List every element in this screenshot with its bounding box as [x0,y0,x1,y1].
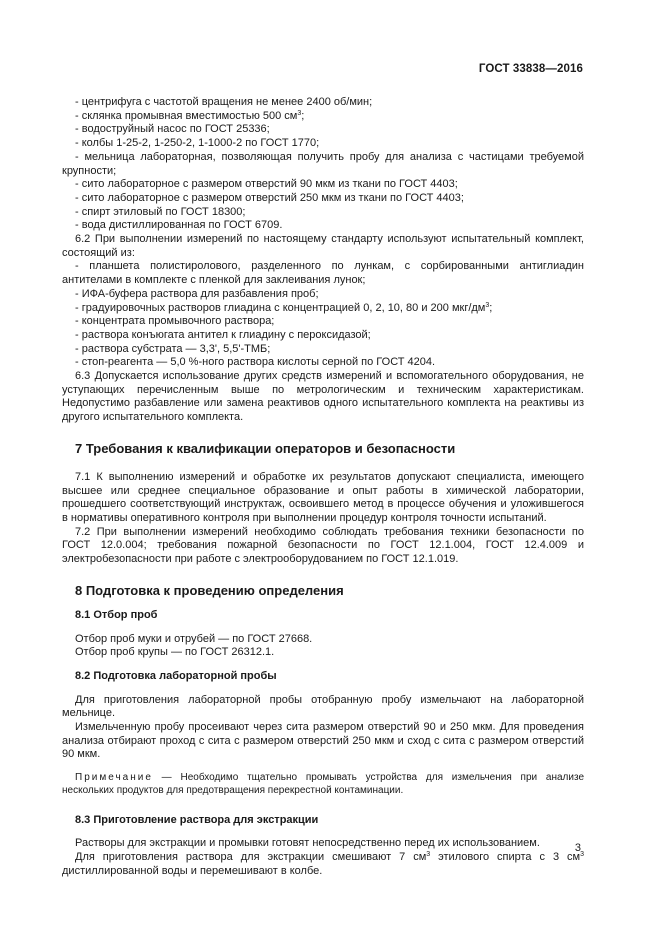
list-item-sieve-90: - сито лабораторное с размером отверстий 90 мкм из ткани по ГОСТ 4403; [75,178,458,191]
list-item-flasks: - колбы 1-25-2, 1-250-2, 1-1000-2 по ГОСТ 1770; [75,137,320,150]
paragraph-7-2: 7.2 При выполнении измерений необходимо соблюдать требования техники безопасности по ГОСТ 12.0.004; требования пожарной безопасности по ГОСТ 12.1.004, ГОСТ 12.4.009 и электробезопасности при работе с электрооборудованием по ГОСТ 12.1.019. [62,525,584,566]
subsection-8-2-heading: 8.2 Подготовка лабораторной пробы [75,669,277,682]
section-7-heading: 7 Требования к квалификации операторов и безопасности [75,440,456,456]
subsection-8-1-heading: 8.1 Отбор проб [75,608,158,621]
list-item-stop-reagent: - стоп-реагента — 5,0 %-ного раствора кислоты серной по ГОСТ 4204. [75,356,436,369]
paragraph-text: этилового спирта с 3 см [430,851,581,864]
section-8-heading: 8 Подготовка к проведению определения [75,582,344,598]
superscript: 3 [485,301,490,309]
list-item-centrifuge: - центрифуга с частотой вращения не менее 2400 об/мин; [75,96,373,108]
list-item-substrate: - раствора субстрата — 3,3', 5,5'-ТМБ; [75,342,271,355]
paragraph-8-3-solutions: Растворы для экстракции и промывки готовят непосредственно перед их использованием. [75,837,540,850]
list-item-pump: - водоструйный насос по ГОСТ 25336; [75,123,270,136]
paragraph-8-3-extraction [62,851,584,878]
list-item-calibration [62,302,584,316]
list-item-ethanol: - спирт этиловый по ГОСТ 18300; [75,205,246,218]
paragraph-text: дистиллированной воды и перемешивают в колбе. [62,864,323,877]
list-item-sieve-250: - сито лабораторное с размером отверстий 250 мкм из ткани по ГОСТ 4403; [75,191,464,204]
paragraph-6-2: 6.2 При выполнении измерений по настоящему стандарту используют испытательный комплект, состоящий из: [62,233,584,259]
list-item-wash-flask [62,110,584,124]
superscript: 3 [580,851,584,859]
paragraph-6-3: 6.3 Допускается использование других средств измерений и вспомогательного оборудования, не уступающих перечисленным выше по метрологическим и техническим характеристикам. Недопустимо разбавление или замена реактивов одного испытательного комплекта на реактивы из другого испытательного комплекта. [62,370,584,424]
list-item-text: ; [301,109,305,122]
list-item-mill: - мельница лабораторная, позволяющая получить пробу для анализа с частицами требуемой крупности; [62,150,584,177]
superscript: 3 [297,109,302,117]
list-item-wash-concentrate: - концентрата промывочного раствора; [75,315,275,328]
paragraph-7-1: 7.1 К выполнению измерений и обработке их результатов допускают специалиста, имеющего высшее или среднее специальное образование и опыт работы в химической лаборатории, прошедшего соответствующий инструктаж, освоившего метод в процессе обучения и уложившегося в нормативы оперативного контроля при выполнении процедур контроля точности испытаний. [62,470,584,524]
subsection-8-3-heading: 8.3 Приготовление раствора для экстракции [75,813,319,826]
note [62,772,584,798]
paragraph-8-2-sieve: Измельченную пробу просеивают через сита размером отверстий 90 и 250 мкм. Для проведения анализа отбирают проход с сита с размером отверстий 250 мкм и сход с сита с размером отверстий 90 мкм. [62,721,584,761]
list-item-plate: - планшета полистиролового, разделенного по лункам, с сорбированными антиглиадин антителами в комплекте с пленкой для заклеивания лунок; [62,260,584,287]
paragraph-8-2-mill: Для приготовления лабораторной пробы отобранную пробу измельчают на лабораторной мельнице. [62,693,584,720]
list-item-water: - вода дистиллированная по ГОСТ 6709. [75,219,283,232]
list-item-buffer: - ИФА-буфера раствора для разбавления проб; [75,287,319,300]
paragraph-8-1-groats: Отбор проб крупы — по ГОСТ 26312.1. [75,646,275,659]
page-content [62,96,584,879]
list-item-text: - градуировочных растворов глиадина с концентрацией 0, 2, 10, 80 и 200 мкг/дм [75,301,486,314]
note-text: — Необходимо тщательно промывать устройства для измельчения при анализе нескольких продуктов для предотвращения перекрестной контаминации. [62,772,584,796]
document-code: ГОСТ 33838—2016 [478,63,583,75]
page-number: 3 [574,842,581,854]
list-item-text: - склянка промывная вместимостью 500 см [75,109,298,122]
list-item-conjugate: - раствора конъюгата антител к глиадину с пероксидазой; [75,328,371,341]
note-label: Примечание [75,772,153,784]
paragraph-text: Для приготовления раствора для экстракции смешивают 7 см [75,851,427,864]
list-item-text: ; [489,301,493,314]
paragraph-8-1-flour: Отбор проб муки и отрубей — по ГОСТ 27668. [75,632,313,645]
superscript: 3 [426,851,431,859]
